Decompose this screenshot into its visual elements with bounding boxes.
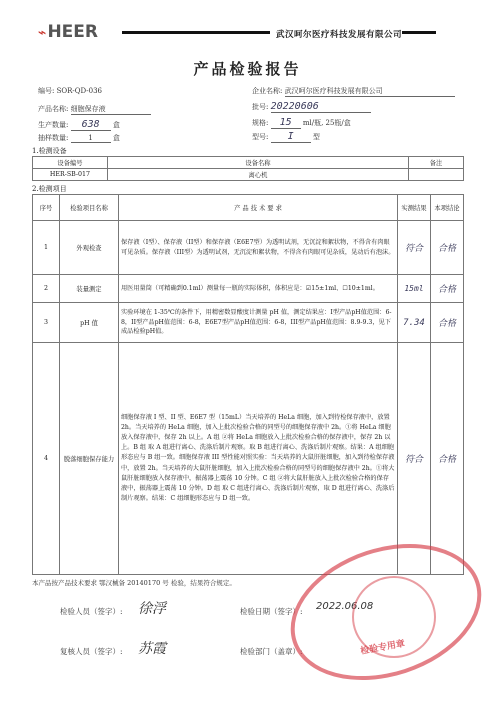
equipment-remark: [409, 169, 464, 181]
enterprise-name: 企业名称: 武汉呵尔医疗科技发展有限公司: [252, 86, 455, 97]
table-row: [33, 221, 464, 275]
inspector-label: 检验人员（签字）:: [60, 607, 123, 616]
row-no: 4: [33, 343, 60, 575]
row-item-name: 装量测定: [60, 275, 119, 303]
row-conclusion: 合格: [431, 343, 464, 575]
items-header-row: [33, 195, 464, 221]
model-type: 型号: I 型: [252, 131, 320, 142]
row-result: 15ml: [398, 275, 431, 303]
department-label: 检验部门（盖章）:: [240, 647, 303, 656]
inspection-date-label: 检验日期（签字）:: [240, 607, 303, 616]
equipment-name: 离心机: [108, 169, 409, 181]
logo-text: HEER: [47, 22, 98, 42]
reviewer-label: 复核人员（签字）:: [60, 647, 123, 656]
logo-swoosh-icon: ⌁: [38, 25, 47, 41]
equipment-col-remark: 备注: [409, 157, 464, 169]
row-no: 1: [33, 221, 60, 275]
row-conclusion: 合格: [431, 221, 464, 275]
table-row: [33, 303, 464, 343]
row-item-name: 脱落细胞保存能力: [60, 343, 119, 575]
row-result: 7.34: [398, 303, 431, 343]
inspection-stamp-text: 检验专用章: [359, 639, 406, 657]
row-requirement: 用医用量筒（可精确到0.1ml）测量每一瓶的实际体积，体积应是：☑15±1ml、☐10±1ml。: [119, 275, 398, 303]
equipment-section-title: 1.检测设备: [32, 147, 67, 155]
table-row: [33, 169, 464, 181]
inspector-signature: 徐浮: [138, 601, 166, 617]
table-row: [33, 343, 464, 575]
row-item-name: pH 值: [60, 303, 119, 343]
col-item-name: 检验项目名称: [60, 195, 119, 221]
reviewer-signature: 苏霞: [138, 641, 166, 657]
batch-number: 批号: 20220606: [252, 101, 371, 113]
col-no: 序号: [33, 195, 60, 221]
sample-quantity: 抽样数量: 1 盒: [38, 134, 120, 142]
report-title: 产品检验报告: [193, 60, 302, 78]
production-quantity: 生产数量: 638 盒: [38, 119, 120, 130]
equipment-col-name: 设备名称: [108, 157, 409, 169]
col-requirement: 产 品 技 术 要 求: [119, 195, 398, 221]
equipment-id: HER-SB-017: [33, 169, 108, 181]
row-requirement: 细胞保存液 I 型、II 型、E6E7 型（15mL）当天培养的 HeLa 细胞，加入到待检保存液中，放置 2h。当天培养的 HeLa 细胞，加入上批次检验合格的同型号的细胞保存液中 2h。①将 HeLa 细胞放入保存液中，保存 2h 以上。A 组 ②将 HeLa 细胞放入上批次检验合格的保存液中，保存 2h 以上。B 组 取 A 组进行离心、洗涤后制片观察。取 B 组进行离心、洗涤后制片观察。结果：A 组细胞形态应与 B 组一致。细胞保存液 III 型性能对照实验：当天培养的大鼠肝脏细胞，加入到待检保存液中，放置 2h。当天培养的大鼠肝脏细胞，加入上批次检验合格的同型号的细胞保存液中 2h。①将大鼠肝脏细胞放入保存液中，振荡器上震荡 10 分钟。C 组 ②将大鼠肝脏放入上批次检验合格的保存液中，振荡器上震荡 10 分钟。D 组 取 C 组进行离心、洗涤后制片观察，取 D 组进行离心、洗涤后制片观察。结果：C 组细胞形态应与 D 组一致。: [119, 343, 398, 575]
row-conclusion: 合格: [431, 275, 464, 303]
row-requirement: 实验环境在 1-35℃的条件下，用精密数显酸度计测量 pH 值，测定结果应：I型产品pH值范围：6-8，II型产品pH值范围：6-8，E6E7型产品pH值范围：6-8，III型产品pH值范围：8.9-9.3，见下成品检验pH值。: [119, 303, 398, 343]
row-item-name: 外观检查: [60, 221, 119, 275]
equipment-header-row: [33, 157, 464, 169]
col-result: 实测结果: [398, 195, 431, 221]
row-result: 符合: [398, 221, 431, 275]
doc-number: 编号: SOR-QD-036: [38, 87, 102, 95]
conformity-note: 本产品按产品技术要求 鄂汉械备 20140170 号 检验，结果符合规定。: [32, 579, 236, 587]
company-logo: [38, 22, 98, 42]
specification: 规格: 15 ml/瓶, 25瓶/盒: [252, 117, 351, 128]
equipment-col-id: 设备编号: [33, 157, 108, 169]
table-row: [33, 275, 464, 303]
product-name: 产品名称: 细胞保存液: [38, 104, 151, 115]
inspection-date: 2022.06.08: [316, 601, 374, 612]
row-requirement: 保存液（I型）、保存液（II型）和保存液（E6E7型）为透明试剂，无沉淀和絮状物，不得含有肉眼可见杂质。保存液（III型）为透明试剂，无沉淀和絮状物，不得含有肉眼可见杂质，晃动后有泡沫。: [119, 221, 398, 275]
items-section-title: 2.检测项目: [32, 185, 67, 193]
row-no: 3: [33, 303, 60, 343]
inspection-items-table: [32, 194, 464, 575]
row-no: 2: [33, 275, 60, 303]
row-conclusion: 合格: [431, 303, 464, 343]
equipment-table: [32, 156, 464, 181]
row-result: 符合: [398, 343, 431, 575]
header-company-name: 武汉呵尔医疗科技发展有限公司: [270, 28, 402, 40]
col-conclusion: 本项结论: [431, 195, 464, 221]
